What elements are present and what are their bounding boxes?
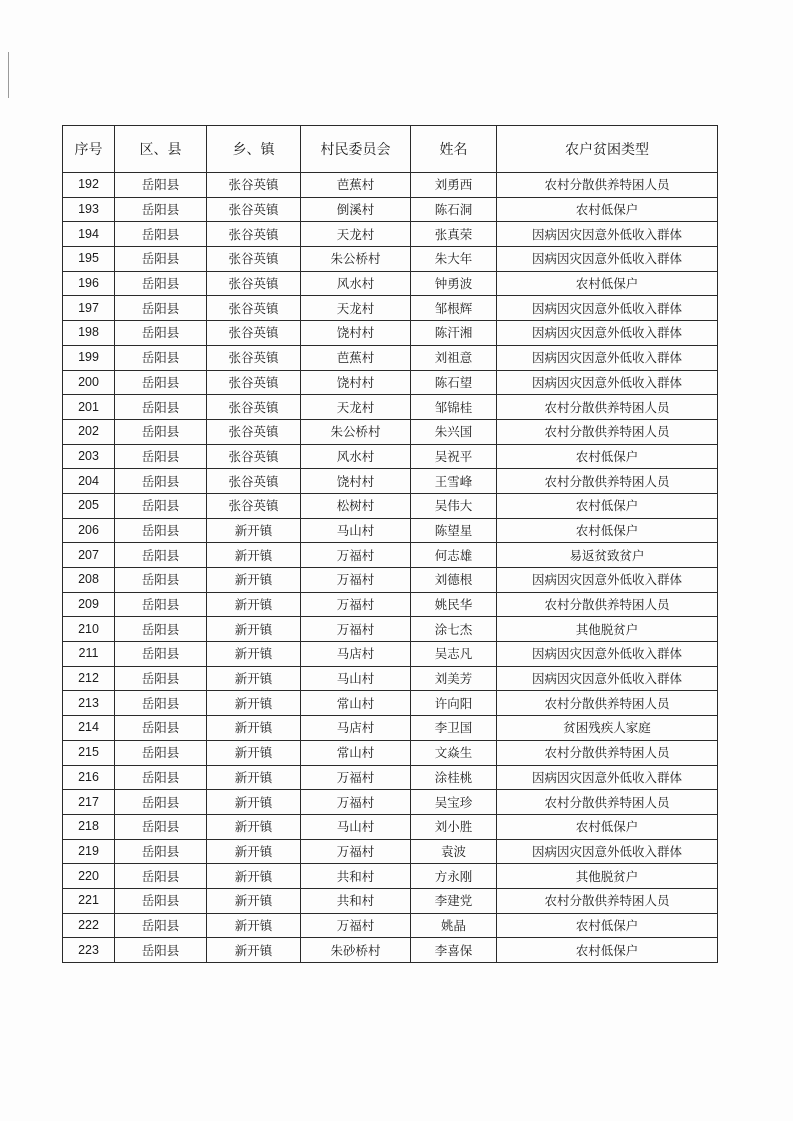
cell-county: 岳阳县 [115,321,207,346]
table-row [63,271,718,296]
cell-poverty-type: 农村分散供养特困人员 [497,469,718,494]
table-row [63,493,718,518]
cell-village: 饶村村 [301,370,411,395]
cell-town: 新开镇 [207,790,301,815]
cell-poverty-type: 农村分散供养特困人员 [497,888,718,913]
cell-village: 常山村 [301,740,411,765]
cell-poverty-type: 其他脱贫户 [497,617,718,642]
cell-county: 岳阳县 [115,395,207,420]
cell-county: 岳阳县 [115,814,207,839]
cell-village: 马山村 [301,814,411,839]
cell-village: 天龙村 [301,222,411,247]
cell-village: 万福村 [301,543,411,568]
cell-county: 岳阳县 [115,345,207,370]
poverty-household-table [62,125,718,963]
cell-name: 吴祝平 [411,444,497,469]
table-row [63,321,718,346]
cell-serial-number: 219 [63,839,115,864]
cell-serial-number: 202 [63,419,115,444]
cell-serial-number: 223 [63,938,115,963]
cell-name: 刘小胜 [411,814,497,839]
cell-name: 李喜保 [411,938,497,963]
cell-name: 钟勇波 [411,271,497,296]
cell-town: 张谷英镇 [207,247,301,272]
table-row [63,247,718,272]
table-row [63,691,718,716]
cell-poverty-type: 因病因灾因意外低收入群体 [497,321,718,346]
cell-town: 张谷英镇 [207,370,301,395]
cell-town: 张谷英镇 [207,321,301,346]
table-body [63,173,718,963]
table-row [63,888,718,913]
table-row [63,419,718,444]
table-row [63,642,718,667]
cell-serial-number: 221 [63,888,115,913]
cell-county: 岳阳县 [115,419,207,444]
header-serial-number: 序号 [63,126,115,173]
cell-county: 岳阳县 [115,271,207,296]
cell-village: 饶村村 [301,321,411,346]
cell-serial-number: 196 [63,271,115,296]
cell-county: 岳阳县 [115,790,207,815]
cell-name: 方永刚 [411,864,497,889]
cell-poverty-type: 农村低保户 [497,493,718,518]
cell-name: 吴志凡 [411,642,497,667]
cell-village: 天龙村 [301,395,411,420]
cell-town: 新开镇 [207,518,301,543]
cell-county: 岳阳县 [115,642,207,667]
header-village-committee: 村民委员会 [301,126,411,173]
table-row [63,469,718,494]
cell-poverty-type: 因病因灾因意外低收入群体 [497,370,718,395]
cell-serial-number: 208 [63,568,115,593]
cell-poverty-type: 因病因灾因意外低收入群体 [497,222,718,247]
cell-name: 朱兴国 [411,419,497,444]
cell-county: 岳阳县 [115,691,207,716]
table-row [63,790,718,815]
cell-county: 岳阳县 [115,469,207,494]
cell-serial-number: 209 [63,592,115,617]
cell-county: 岳阳县 [115,888,207,913]
cell-serial-number: 198 [63,321,115,346]
cell-poverty-type: 因病因灾因意外低收入群体 [497,642,718,667]
table-row [63,913,718,938]
cell-county: 岳阳县 [115,247,207,272]
table-row [63,716,718,741]
table-row [63,345,718,370]
cell-county: 岳阳县 [115,592,207,617]
cell-serial-number: 193 [63,197,115,222]
cell-village: 万福村 [301,617,411,642]
cell-town: 新开镇 [207,568,301,593]
cell-village: 朱砂桥村 [301,938,411,963]
cell-village: 万福村 [301,765,411,790]
cell-serial-number: 207 [63,543,115,568]
cell-name: 许向阳 [411,691,497,716]
cell-poverty-type: 因病因灾因意外低收入群体 [497,666,718,691]
cell-name: 陈望星 [411,518,497,543]
cell-village: 万福村 [301,568,411,593]
cell-town: 张谷英镇 [207,395,301,420]
cell-county: 岳阳县 [115,666,207,691]
cell-poverty-type: 农村低保户 [497,938,718,963]
table-header [63,126,718,173]
cell-poverty-type: 农村分散供养特困人员 [497,173,718,198]
cell-poverty-type: 农村低保户 [497,197,718,222]
header-town: 乡、镇 [207,126,301,173]
cell-poverty-type: 因病因灾因意外低收入群体 [497,296,718,321]
cell-town: 新开镇 [207,716,301,741]
cell-town: 张谷英镇 [207,345,301,370]
table-row [63,814,718,839]
cell-serial-number: 222 [63,913,115,938]
cell-poverty-type: 农村低保户 [497,444,718,469]
cell-town: 新开镇 [207,938,301,963]
table-row [63,543,718,568]
cell-village: 常山村 [301,691,411,716]
cell-county: 岳阳县 [115,222,207,247]
table-row [63,197,718,222]
cell-name: 何志雄 [411,543,497,568]
table-row [63,444,718,469]
cell-town: 新开镇 [207,888,301,913]
cell-poverty-type: 农村分散供养特困人员 [497,592,718,617]
table-row [63,568,718,593]
cell-county: 岳阳县 [115,444,207,469]
cell-village: 共和村 [301,888,411,913]
cell-name: 刘勇西 [411,173,497,198]
cell-name: 刘德根 [411,568,497,593]
cell-village: 共和村 [301,864,411,889]
cell-name: 王雪峰 [411,469,497,494]
cell-name: 涂七杰 [411,617,497,642]
cell-county: 岳阳县 [115,173,207,198]
cell-serial-number: 195 [63,247,115,272]
cell-name: 陈汗湘 [411,321,497,346]
cell-poverty-type: 农村分散供养特困人员 [497,395,718,420]
cell-serial-number: 205 [63,493,115,518]
cell-name: 朱大年 [411,247,497,272]
cell-name: 文焱生 [411,740,497,765]
cell-town: 张谷英镇 [207,469,301,494]
cell-village: 朱公桥村 [301,419,411,444]
table-row [63,222,718,247]
cell-county: 岳阳县 [115,716,207,741]
cell-serial-number: 206 [63,518,115,543]
cell-name: 涂桂桃 [411,765,497,790]
cell-name: 吴伟大 [411,493,497,518]
cell-serial-number: 211 [63,642,115,667]
cell-poverty-type: 农村低保户 [497,271,718,296]
cell-town: 张谷英镇 [207,419,301,444]
cell-town: 新开镇 [207,543,301,568]
cell-county: 岳阳县 [115,296,207,321]
cell-village: 倒溪村 [301,197,411,222]
cell-poverty-type: 易返贫致贫户 [497,543,718,568]
cell-serial-number: 214 [63,716,115,741]
cell-poverty-type: 因病因灾因意外低收入群体 [497,765,718,790]
cell-serial-number: 218 [63,814,115,839]
cell-name: 姚民华 [411,592,497,617]
header-row [63,126,718,173]
table-row [63,765,718,790]
cell-village: 饶村村 [301,469,411,494]
cell-name: 陈石洞 [411,197,497,222]
cell-county: 岳阳县 [115,839,207,864]
cell-poverty-type: 农村低保户 [497,518,718,543]
cell-name: 袁波 [411,839,497,864]
cell-name: 李建党 [411,888,497,913]
cell-poverty-type: 农村分散供养特困人员 [497,790,718,815]
table-row [63,518,718,543]
cell-village: 万福村 [301,790,411,815]
cell-county: 岳阳县 [115,913,207,938]
cell-poverty-type: 因病因灾因意外低收入群体 [497,345,718,370]
cell-town: 张谷英镇 [207,493,301,518]
header-name: 姓名 [411,126,497,173]
cell-serial-number: 199 [63,345,115,370]
cell-poverty-type: 因病因灾因意外低收入群体 [497,247,718,272]
header-poverty-type: 农户贫困类型 [497,126,718,173]
cell-town: 张谷英镇 [207,222,301,247]
cell-poverty-type: 贫困残疾人家庭 [497,716,718,741]
table-row [63,666,718,691]
cell-village: 万福村 [301,913,411,938]
cell-town: 新开镇 [207,839,301,864]
cell-name: 刘祖意 [411,345,497,370]
cell-serial-number: 201 [63,395,115,420]
cell-town: 张谷英镇 [207,444,301,469]
cell-county: 岳阳县 [115,864,207,889]
cell-town: 新开镇 [207,913,301,938]
cell-village: 马店村 [301,716,411,741]
cell-poverty-type: 农村低保户 [497,913,718,938]
cell-village: 马山村 [301,518,411,543]
cell-town: 张谷英镇 [207,173,301,198]
cell-town: 新开镇 [207,864,301,889]
cell-serial-number: 220 [63,864,115,889]
cell-serial-number: 217 [63,790,115,815]
cell-serial-number: 215 [63,740,115,765]
cell-town: 张谷英镇 [207,296,301,321]
table-row [63,592,718,617]
cell-serial-number: 197 [63,296,115,321]
cell-village: 万福村 [301,839,411,864]
cell-poverty-type: 因病因灾因意外低收入群体 [497,839,718,864]
cell-poverty-type: 农村低保户 [497,814,718,839]
cell-town: 张谷英镇 [207,197,301,222]
cell-county: 岳阳县 [115,370,207,395]
cell-name: 吴宝珍 [411,790,497,815]
cell-name: 刘美芳 [411,666,497,691]
cell-village: 松树村 [301,493,411,518]
table-row [63,864,718,889]
cell-name: 李卫国 [411,716,497,741]
cell-serial-number: 216 [63,765,115,790]
cell-town: 新开镇 [207,592,301,617]
cell-serial-number: 194 [63,222,115,247]
cell-town: 张谷英镇 [207,271,301,296]
cell-poverty-type: 因病因灾因意外低收入群体 [497,568,718,593]
cell-town: 新开镇 [207,642,301,667]
cell-poverty-type: 其他脱贫户 [497,864,718,889]
cell-county: 岳阳县 [115,938,207,963]
cell-town: 新开镇 [207,666,301,691]
cell-county: 岳阳县 [115,543,207,568]
cell-village: 马店村 [301,642,411,667]
table-row [63,395,718,420]
cell-serial-number: 204 [63,469,115,494]
table-row [63,173,718,198]
cell-village: 马山村 [301,666,411,691]
cell-county: 岳阳县 [115,617,207,642]
table-row [63,296,718,321]
cell-town: 新开镇 [207,814,301,839]
cell-county: 岳阳县 [115,197,207,222]
table-row [63,617,718,642]
table-row [63,938,718,963]
cell-village: 万福村 [301,592,411,617]
cell-name: 邹锦桂 [411,395,497,420]
cell-town: 新开镇 [207,617,301,642]
cell-name: 陈石望 [411,370,497,395]
cell-poverty-type: 农村分散供养特困人员 [497,740,718,765]
cell-county: 岳阳县 [115,740,207,765]
cell-county: 岳阳县 [115,493,207,518]
cell-name: 邹根辉 [411,296,497,321]
cell-village: 芭蕉村 [301,345,411,370]
cell-village: 风水村 [301,444,411,469]
cell-town: 新开镇 [207,740,301,765]
cell-name: 姚晶 [411,913,497,938]
table-row [63,370,718,395]
cell-serial-number: 203 [63,444,115,469]
cell-serial-number: 192 [63,173,115,198]
cell-serial-number: 200 [63,370,115,395]
cell-village: 朱公桥村 [301,247,411,272]
cell-serial-number: 212 [63,666,115,691]
cell-serial-number: 210 [63,617,115,642]
cell-village: 芭蕉村 [301,173,411,198]
cell-name: 张真荣 [411,222,497,247]
cell-town: 新开镇 [207,765,301,790]
cell-county: 岳阳县 [115,518,207,543]
cell-town: 新开镇 [207,691,301,716]
header-county: 区、县 [115,126,207,173]
cell-county: 岳阳县 [115,765,207,790]
cell-county: 岳阳县 [115,568,207,593]
cell-village: 风水村 [301,271,411,296]
cell-village: 天龙村 [301,296,411,321]
cell-poverty-type: 农村分散供养特困人员 [497,691,718,716]
cell-serial-number: 213 [63,691,115,716]
scan-edge-mark [8,52,9,98]
table-row [63,839,718,864]
table-row [63,740,718,765]
cell-poverty-type: 农村分散供养特困人员 [497,419,718,444]
